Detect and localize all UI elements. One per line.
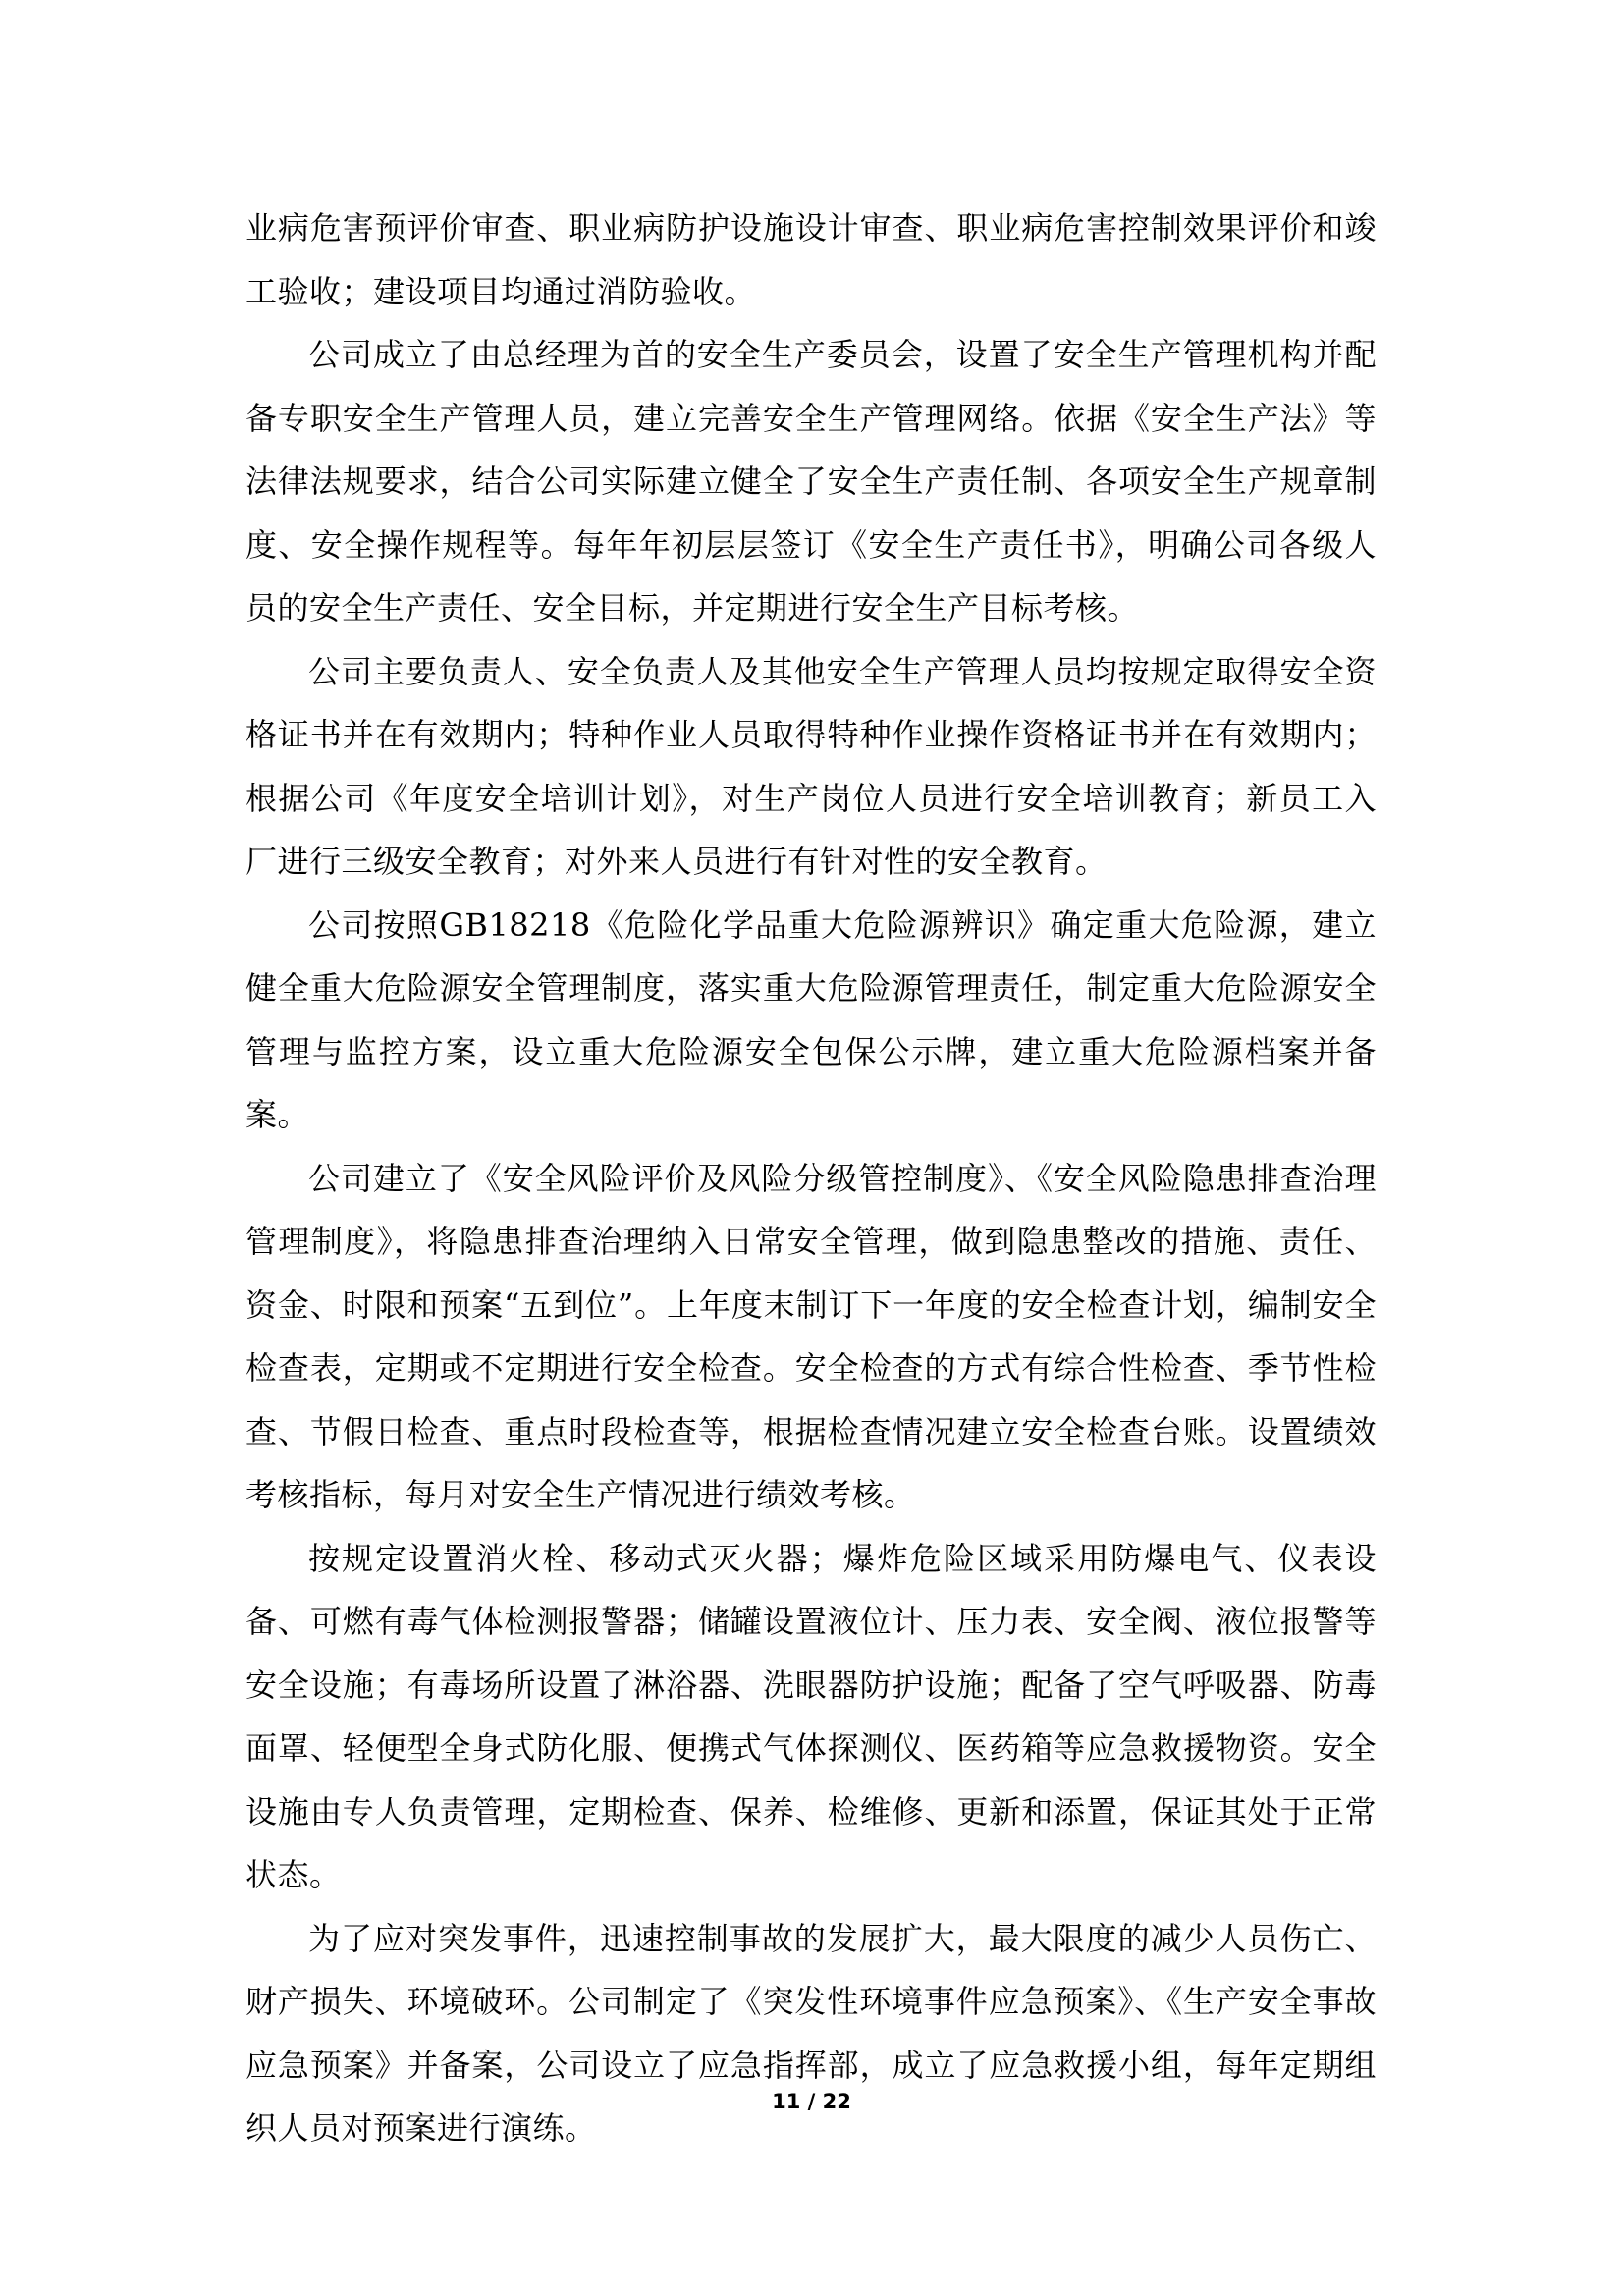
paragraph-safety-committee: 公司成立了由总经理为首的安全生产委员会，设置了安全生产管理机构并配备专职安全生产管理人员，建立完善安全生产管理网络。依据《安全生产法》等法律法规要求，结合公司实际建立健全了安全生产责任制、各项安全生产规章制度、安全操作规程等。每年年初层层签订《安全生产责任书》，明确公司各级人员的安全生产责任、安全目标，并定期进行安全生产目标考核。: [245, 336, 1377, 627]
paragraph-major-hazard-sources: 公司按照GB18218《危险化学品重大危险源辨识》确定重大危险源，建立健全重大危险源安全管理制度，落实重大危险源管理责任，制定重大危险源安全管理与监控方案，设立重大危险源安全包保公示牌，建立重大危险源档案并备案。: [245, 905, 1377, 1133]
paragraph-emergency-plan: 为了应对突发事件，迅速控制事故的发展扩大，最大限度的减少人员伤亡、财产损失、环境破环。公司制定了《突发性环境事件应急预案》、《生产安全事故应急预案》并备案，公司设立了应急指挥部，成立了应急救援小组，每年定期组织人员对预案进行演练。: [245, 1919, 1377, 2147]
paragraph-continuation: 业病危害预评价审查、职业病防护设施设计审查、职业病危害控制效果评价和竣工验收；建设项目均通过消防验收。: [245, 209, 1377, 310]
paragraph-risk-inspection: 公司建立了《安全风险评价及风险分级管控制度》、《安全风险隐患排查治理管理制度》，将隐患排查治理纳入日常安全管理，做到隐患整改的措施、责任、资金、时限和预案“五到位”。上年度末制订下一年度的安全检查计划，编制安全检查表，定期或不定期进行安全检查。安全检查的方式有综合性检查、季节性检查、节假日检查、重点时段检查等，根据检查情况建立安全检查台账。设置绩效考核指标，每月对安全生产情况进行绩效考核。: [245, 1159, 1377, 1513]
paragraph-certification-training: 公司主要负责人、安全负责人及其他安全生产管理人员均按规定取得安全资格证书并在有效期内；特种作业人员取得特种作业操作资格证书并在有效期内；根据公司《年度安全培训计划》，对生产岗位人员进行安全培训教育；新员工入厂进行三级安全教育；对外来人员进行有针对性的安全教育。: [245, 652, 1377, 880]
paragraph-safety-facilities: 按规定设置消火栓、移动式灭火器；爆炸危险区域采用防爆电气、仪表设备、可燃有毒气体检测报警器；储罐设置液位计、压力表、安全阀、液位报警等安全设施；有毒场所设置了淋浴器、洗眼器防护设施；配备了空气呼吸器、防毒面罩、轻便型全身式防化服、便携式气体探测仪、医药箱等应急救援物资。安全设施由专人负责管理，定期检查、保养、检维修、更新和添置，保证其处于正常状态。: [245, 1539, 1377, 1893]
page-number: 11 / 22: [772, 2090, 851, 2113]
document-body: [245, 196, 1377, 2160]
